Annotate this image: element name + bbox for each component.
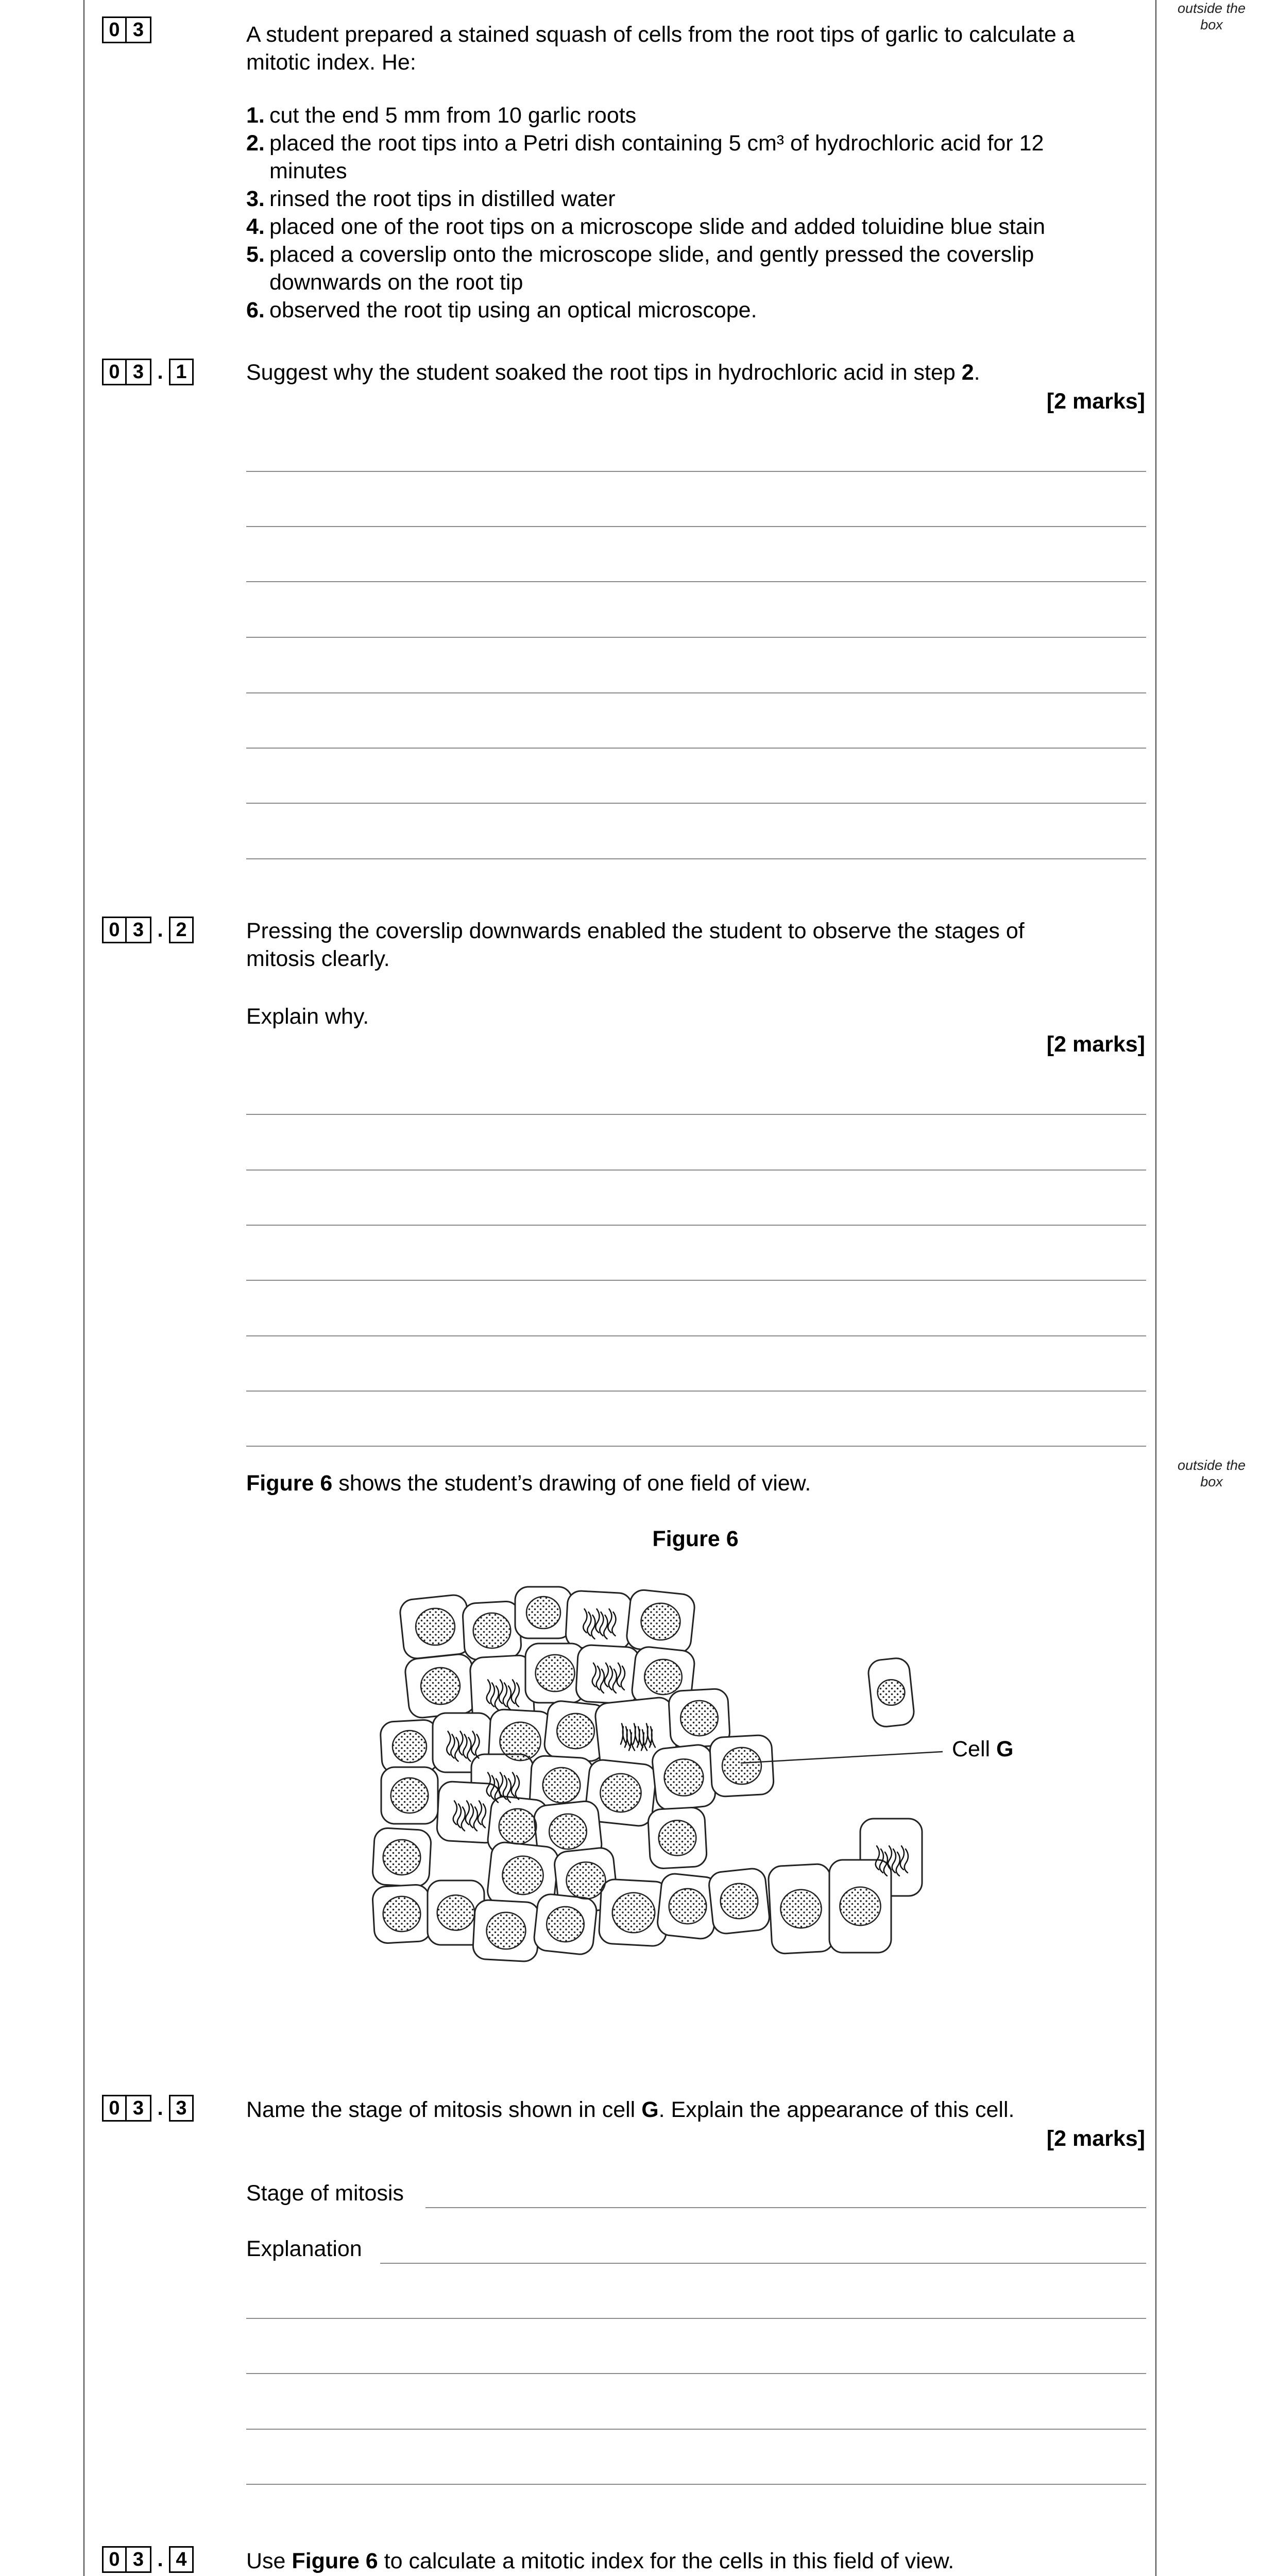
q034-question: Use Figure 6 to calculate a mitotic index for the cells in this field of view. xyxy=(246,2549,955,2573)
qnum-digit: 3 xyxy=(127,16,151,43)
nucleus xyxy=(600,1774,641,1812)
q031-question: Suggest why the student soaked the root tips in hydrochloric acid in step 2. xyxy=(246,360,980,385)
right-margin-rule xyxy=(1155,0,1156,2576)
q03-method-steps xyxy=(246,101,1091,324)
method-step: 1. cut the end 5 mm from 10 garlic roots xyxy=(246,103,637,128)
nucleus xyxy=(526,1597,560,1629)
qpart-digit: 1 xyxy=(169,359,194,385)
nucleus xyxy=(487,1912,526,1949)
q03-intro xyxy=(246,21,1148,76)
qpart-digit: 4 xyxy=(169,2546,194,2573)
answer-line[interactable] xyxy=(246,2373,1146,2374)
nucleus xyxy=(437,1895,475,1930)
margin-note-top: outside the box xyxy=(1177,1,1246,32)
explanation-answer-line[interactable] xyxy=(380,2263,1146,2264)
qpart-digit: 2 xyxy=(169,917,194,943)
nucleus xyxy=(878,1680,905,1705)
nucleus xyxy=(500,1722,540,1760)
nucleus xyxy=(722,1748,761,1784)
nucleus xyxy=(680,1701,718,1736)
stage-answer-line[interactable] xyxy=(425,2207,1146,2208)
answer-line[interactable] xyxy=(246,1335,1146,1336)
qpart-digit: 3 xyxy=(169,2095,194,2122)
nucleus xyxy=(644,1659,682,1694)
nucleus xyxy=(669,1889,707,1924)
nucleus xyxy=(416,1608,455,1645)
nucleus xyxy=(664,1759,704,1795)
cell-g-label: Cell G xyxy=(952,1737,1014,1761)
nucleus xyxy=(721,1884,758,1919)
answer-line[interactable] xyxy=(246,471,1146,472)
nucleus xyxy=(659,1820,696,1855)
method-step: 4. placed one of the root tips on a microscope slide and added toluidine blue stain xyxy=(246,214,1046,239)
method-step: 6. observed the root tip using an optical microscope. xyxy=(246,298,757,323)
answer-line[interactable] xyxy=(246,1391,1146,1392)
question-number-03-4: 0 3 . 4 xyxy=(102,2546,194,2573)
answer-line[interactable] xyxy=(246,2484,1146,2485)
margin-note-mid: outside the box xyxy=(1177,1458,1246,1489)
question-number-03-2: 0 3 . 2 xyxy=(102,917,194,943)
answer-line[interactable] xyxy=(246,1225,1146,1226)
answer-line[interactable] xyxy=(246,2429,1146,2430)
left-margin-rule xyxy=(83,0,84,2576)
answer-line[interactable] xyxy=(246,692,1146,693)
answer-line[interactable] xyxy=(246,637,1146,638)
nucleus xyxy=(393,1731,427,1762)
question-number-03 xyxy=(102,16,151,43)
method-step: 5. placed a coverslip onto the microscope slide, and gently pressed the coverslip downwards on the root tip xyxy=(246,242,1034,295)
nucleus xyxy=(780,1890,821,1928)
answer-line[interactable] xyxy=(246,526,1146,527)
answer-line[interactable] xyxy=(246,1170,1146,1171)
method-step: 2. placed the root tips into a Petri dish containing 5 cm³ of hydrochloric acid for 12 minutes xyxy=(246,131,1044,183)
figure-6-drawing xyxy=(361,1577,979,2040)
nucleus xyxy=(547,1907,584,1942)
nucleus xyxy=(383,1896,421,1931)
q03-intro-line2: mitotic index. He: xyxy=(246,50,416,75)
q033-question: Name the stage of mitosis shown in cell G. Explain the appearance of this cell. xyxy=(246,2097,1015,2122)
question-number-03-1: 0 3 . 1 xyxy=(102,359,194,385)
nucleus xyxy=(567,1862,606,1899)
q03-intro-line1: A student prepared a stained squash of cells from the root tips of garlic to calculate a xyxy=(246,22,1075,47)
answer-line[interactable] xyxy=(246,1114,1146,1115)
q032-question: Pressing the coverslip downwards enabled the student to observe the stages of mitosis clearly. xyxy=(246,919,1025,971)
answer-line[interactable] xyxy=(246,2318,1146,2319)
qnum-digit: 0 xyxy=(102,16,127,43)
nucleus xyxy=(536,1655,575,1691)
answer-line[interactable] xyxy=(246,748,1146,749)
figure-title: Figure 6 xyxy=(652,1527,739,1551)
answer-line[interactable] xyxy=(246,803,1146,804)
method-step: 3. rinsed the root tips in distilled water xyxy=(246,187,616,211)
nucleus xyxy=(612,1893,655,1933)
nucleus xyxy=(641,1603,680,1640)
figure-intro: Figure 6 shows the student’s drawing of one field of view. xyxy=(246,1471,811,1496)
question-number-03-3: 0 3 . 3 xyxy=(102,2095,194,2122)
nucleus xyxy=(421,1668,460,1704)
nucleus xyxy=(549,1814,587,1849)
explanation-label: Explanation xyxy=(246,2236,362,2261)
nucleus xyxy=(473,1613,511,1648)
nucleus xyxy=(499,1809,537,1844)
nucleus xyxy=(391,1778,429,1813)
q032-marks: [2 marks] xyxy=(1046,1032,1145,1057)
nucleus xyxy=(502,1856,543,1894)
answer-line[interactable] xyxy=(246,1280,1146,1281)
q032-explain: Explain why. xyxy=(246,1004,369,1029)
stage-of-mitosis-label: Stage of mitosis xyxy=(246,2181,404,2206)
nucleus xyxy=(840,1887,880,1925)
q031-marks: [2 marks] xyxy=(1046,389,1145,414)
answer-line[interactable] xyxy=(246,581,1146,582)
answer-line[interactable] xyxy=(246,858,1146,859)
nucleus xyxy=(383,1840,421,1875)
answer-line[interactable] xyxy=(246,1446,1146,1447)
nucleus xyxy=(557,1714,594,1749)
q033-marks: [2 marks] xyxy=(1046,2126,1145,2151)
nucleus xyxy=(543,1768,581,1803)
